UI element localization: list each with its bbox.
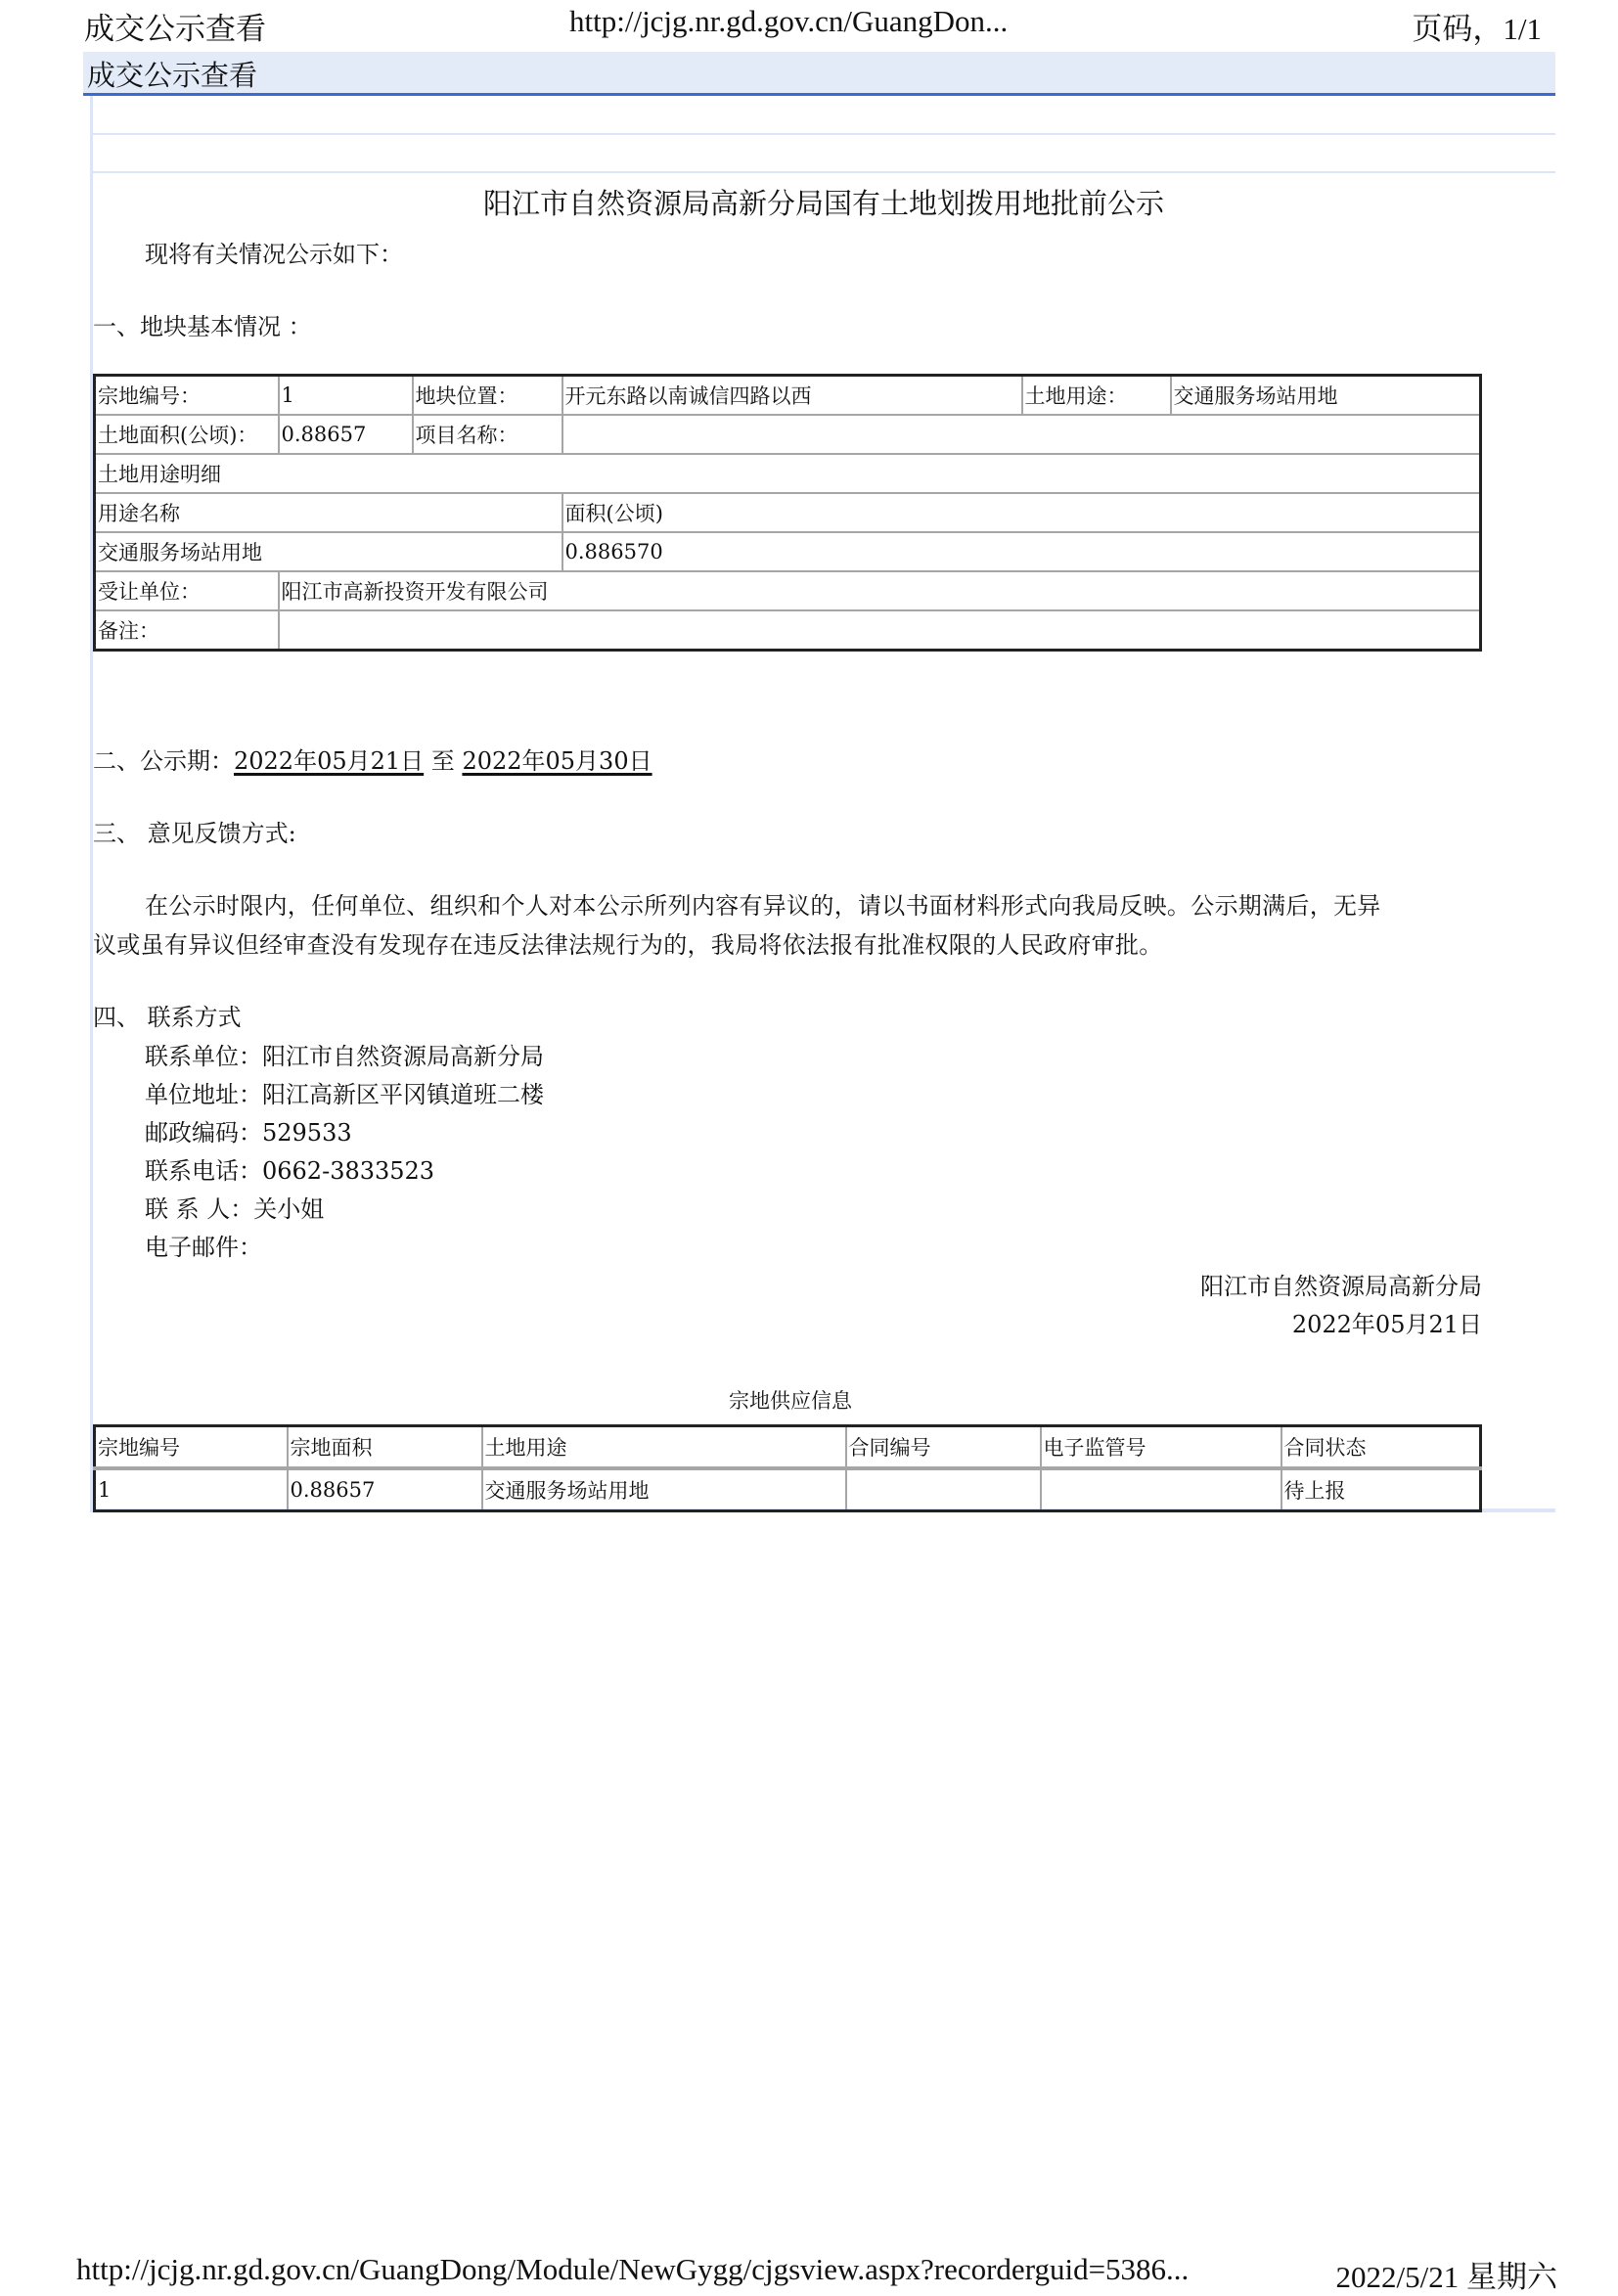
contact-row-postcode: [145, 1113, 352, 1148]
column-header-land-use: 土地用途: [482, 1426, 846, 1469]
contact-row-email: [145, 1228, 262, 1262]
cell-parcel-area: 0.88657: [288, 1468, 482, 1511]
signature-organization: 阳江市自然资源局高新分局: [1200, 1273, 1482, 1300]
table-row: [95, 493, 1481, 532]
cell-contract-status: 待上报: [1281, 1468, 1481, 1511]
column-header-parcel-area: 宗地面积: [288, 1426, 482, 1469]
contact-value: 529533: [262, 1119, 352, 1147]
section-3-heading: 三、 意见反馈方式:: [93, 820, 296, 847]
column-header-contract-no: 合同编号: [846, 1426, 1041, 1469]
project-name-value: [562, 415, 1481, 454]
signature-date: 2022年05月21日: [1291, 1311, 1482, 1338]
contact-row-organization: [145, 1037, 544, 1071]
project-name-label: 项目名称：: [413, 415, 562, 454]
divider: [93, 133, 1555, 135]
table-row: [95, 1468, 1481, 1511]
contact-label: 单位地址：: [145, 1081, 262, 1108]
period-to: 至: [430, 747, 455, 775]
table-row: [95, 571, 1481, 610]
title-bar-label: 成交公示查看: [87, 59, 258, 92]
remarks-value: [279, 610, 1481, 651]
use-name-header: 用途名称: [95, 493, 562, 532]
parcel-no-label: 宗地编号：: [95, 376, 279, 416]
land-use-value: 交通服务场站用地: [1171, 376, 1481, 416]
location-label: 地块位置：: [413, 376, 562, 416]
supply-table-caption: [0, 1385, 1618, 1415]
cell-e-supervision-no: [1041, 1468, 1281, 1511]
contact-row-person: [145, 1190, 324, 1224]
area-value: 0.88657: [279, 415, 413, 454]
contact-value: 阳江市自然资源局高新分局: [262, 1043, 544, 1070]
area-label: 土地面积(公顷)：: [95, 415, 279, 454]
print-header: [0, 0, 1618, 47]
use-name-value: 交通服务场站用地: [95, 532, 562, 571]
column-header-parcel-no: 宗地编号: [95, 1426, 288, 1469]
cell-land-use: 交通服务场站用地: [482, 1468, 846, 1511]
supply-info-table: [93, 1424, 1482, 1512]
contact-label: 联系电话：: [145, 1157, 262, 1185]
contact-value: 阳江高新区平冈镇道班二楼: [262, 1081, 544, 1108]
column-header-e-supervision-no: 电子监管号: [1041, 1426, 1281, 1469]
section-1-heading: 一、地块基本情况 ：: [93, 313, 312, 340]
contact-value: 0662-3833523: [262, 1157, 435, 1185]
print-header-url: http://jcjg.nr.gd.gov.cn/GuangDon...: [569, 4, 1009, 38]
table-row: [95, 454, 1481, 493]
title-bar: [83, 52, 1555, 96]
contact-row-address: [145, 1075, 544, 1109]
section-3-paragraph-line-1: 在公示时限内，任何单位、组织和个人对本公示所列内容有异议的，请以书面材料形式向我局反映。公示期满后，无异: [145, 892, 1381, 920]
column-header-contract-status: 合同状态: [1281, 1426, 1481, 1469]
remarks-label: 备注：: [95, 610, 279, 651]
location-value: 开元东路以南诚信四路以西: [562, 376, 1022, 416]
contact-label: 邮政编码：: [145, 1119, 262, 1147]
land-use-label: 土地用途：: [1022, 376, 1171, 416]
use-area-value: 0.886570: [562, 532, 1481, 571]
contact-label: 联系单位：: [145, 1043, 262, 1070]
table-row: [95, 610, 1481, 651]
parcel-info-table: [93, 374, 1482, 652]
print-header-page-number: 页码，1/1: [1412, 12, 1542, 46]
contact-value: 关小姐: [253, 1195, 325, 1223]
contact-row-phone: [145, 1151, 434, 1186]
document-title-text: 阳江市自然资源局高新分局国有土地划拨用地批前公示: [482, 187, 1164, 220]
contact-label: 联 系 人：: [145, 1195, 254, 1223]
section-2-label: 二、公示期：: [93, 747, 234, 775]
table-header-row: [95, 1426, 1481, 1469]
cell-parcel-no: 1: [95, 1468, 288, 1511]
period-end-date: 2022年05月30日: [462, 747, 652, 775]
supply-table-caption-text: 宗地供应信息: [729, 1389, 852, 1413]
print-footer-date: 2022/5/21 星期六: [1335, 2260, 1557, 2294]
grantee-value: 阳江市高新投资开发有限公司: [279, 571, 1481, 610]
document-title: [0, 182, 1618, 222]
table-row: [95, 376, 1481, 416]
divider: [93, 171, 1555, 173]
table-row: [95, 415, 1481, 454]
section-4-heading: 四、 联系方式: [93, 1004, 242, 1031]
parcel-no-value: 1: [279, 376, 413, 416]
table-row: [95, 532, 1481, 571]
section-2-publicity-period: [93, 742, 652, 776]
grantee-label: 受让单位：: [95, 571, 279, 610]
intro-text: 现将有关情况公示如下：: [145, 241, 403, 268]
use-area-header: 面积(公顷): [562, 493, 1481, 532]
cell-contract-no: [846, 1468, 1041, 1511]
period-start-date: 2022年05月21日: [234, 747, 425, 775]
print-footer-url: http://jcjg.nr.gd.gov.cn/GuangDong/Module/NewGygg/cjgsview.aspx?recorderguid=5386...: [76, 2252, 1190, 2286]
contact-label: 电子邮件：: [145, 1234, 262, 1261]
section-3-paragraph-line-2: 议或虽有异议但经审查没有发现存在违反法律法规行为的，我局将依法报有批准权限的人民政府审批。: [93, 931, 1163, 959]
print-header-title: 成交公示查看: [84, 12, 266, 46]
land-use-detail-label: 土地用途明细: [95, 454, 1481, 493]
